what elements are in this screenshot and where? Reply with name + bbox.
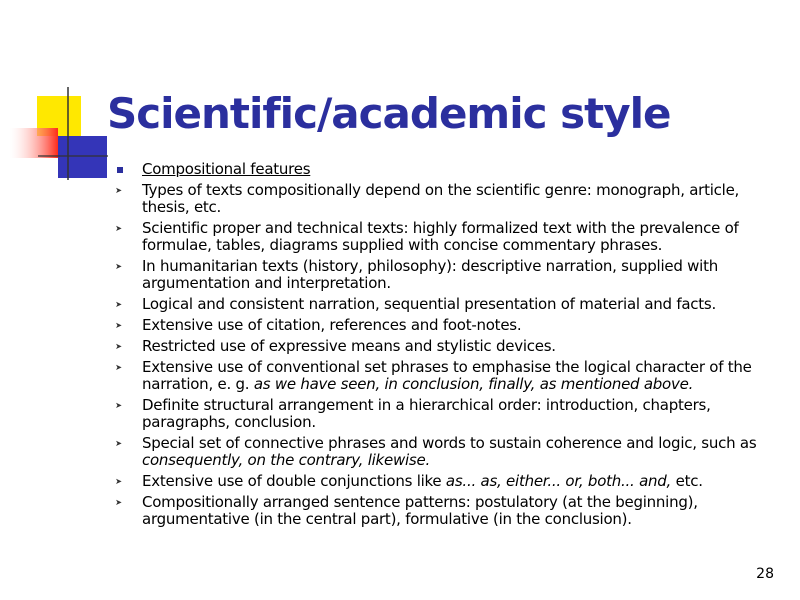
blue-square <box>58 136 107 178</box>
text-segment: Compositionally arranged sentence patterns: postulatory (at the beginning), argumentative (in the central part), formulative (in the conclusion). <box>142 493 698 528</box>
text-segment: In humanitarian texts (history, philosophy): descriptive narration, supplied with argumentation and interpretation. <box>142 257 718 292</box>
heading-item <box>112 161 772 178</box>
list-item-text <box>142 257 718 292</box>
text-segment: Scientific proper and technical texts: highly formalized text with the prevalence of formulae, tables, diagrams supplied with concise commentary phrases. <box>142 219 739 254</box>
chevron-right-icon: ➤ <box>115 497 122 508</box>
list-item-text <box>142 358 752 393</box>
list-item-text <box>142 181 739 216</box>
corner-decoration <box>0 0 110 190</box>
text-segment: Extensive use of double conjunctions like <box>142 472 446 490</box>
chevron-right-icon: ➤ <box>115 476 122 487</box>
square-bullet-icon <box>117 167 123 173</box>
page-number: 28 <box>756 566 774 582</box>
text-segment: Types of texts compositionally depend on the scientific genre: monograph, article, thesis, etc. <box>142 181 740 216</box>
list-item <box>112 494 772 528</box>
text-segment: Extensive use of citation, references and foot-notes. <box>142 316 522 334</box>
list-item <box>112 359 772 393</box>
text-segment: Definite structural arrangement in a hierarchical order: introduction, chapters, paragraphs, conclusion. <box>142 396 711 431</box>
italic-example-text: as we have seen, in conclusion, finally, as mentioned above. <box>253 375 694 393</box>
list-item-text <box>142 472 703 490</box>
chevron-right-icon: ➤ <box>115 261 122 272</box>
list-item <box>112 473 772 490</box>
italic-example-text: as... as, either... or, both... and, <box>445 472 672 490</box>
list-item <box>112 182 772 216</box>
chevron-right-icon: ➤ <box>115 362 122 373</box>
red-square <box>10 128 58 158</box>
chevron-right-icon: ➤ <box>115 438 122 449</box>
bullet-list <box>112 182 772 528</box>
text-segment: etc. <box>671 472 703 490</box>
text-segment: Logical and consistent narration, sequential presentation of material and facts. <box>142 295 717 313</box>
text-segment: Extensive use of conventional set phrases to emphasise the logical character of the narration, e. g. <box>142 358 752 393</box>
list-item-text <box>142 493 698 528</box>
list-item <box>112 317 772 334</box>
chevron-right-icon: ➤ <box>115 299 122 310</box>
list-item <box>112 435 772 469</box>
slide-content <box>112 161 772 532</box>
list-item <box>112 220 772 254</box>
slide-title: Scientific/academic style <box>107 89 671 138</box>
chevron-right-icon: ➤ <box>115 223 122 234</box>
list-item <box>112 338 772 355</box>
list-item-text <box>142 337 556 355</box>
chevron-right-icon: ➤ <box>115 320 122 331</box>
list-item <box>112 296 772 313</box>
list-item <box>112 258 772 292</box>
list-item-text <box>142 396 711 431</box>
text-segment: Restricted use of expressive means and stylistic devices. <box>142 337 556 355</box>
text-segment: Special set of connective phrases and words to sustain coherence and logic, such as <box>142 434 757 452</box>
chevron-right-icon: ➤ <box>115 400 122 411</box>
italic-example-text: consequently, on the contrary, likewise. <box>142 451 430 469</box>
list-item-text <box>142 434 756 469</box>
list-item-text <box>142 295 716 313</box>
chevron-right-icon: ➤ <box>115 341 122 352</box>
list-item <box>112 397 772 431</box>
list-item-text <box>142 219 739 254</box>
section-heading: Compositional features <box>142 160 311 178</box>
list-item-text <box>142 316 521 334</box>
chevron-right-icon: ➤ <box>115 185 122 196</box>
